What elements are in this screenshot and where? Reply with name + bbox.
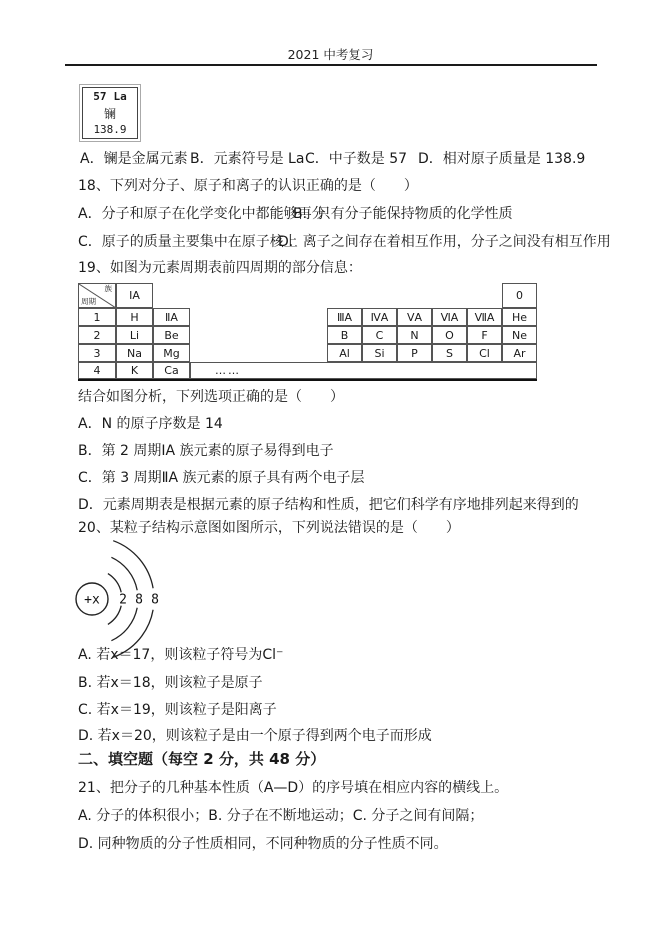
pt-group-header-ia: ⅠA [116, 283, 153, 308]
periodic-table [78, 283, 537, 381]
pt-cell: Mg [153, 344, 190, 362]
pt-spacer [153, 283, 502, 308]
q18-stem: 18、下列对分子、原子和离子的认识正确的是（ ） [78, 178, 418, 194]
pt-corner-cell [78, 283, 116, 308]
page-title: 2021 中考复习 [287, 47, 374, 62]
element-symbol: La [113, 89, 127, 103]
element-name: 镧 [103, 106, 116, 121]
shell-2-electron-count: 8 [135, 592, 143, 608]
pt-cell: ⅣA [362, 308, 397, 326]
element-card-inner [82, 87, 138, 139]
pt-row-4 [78, 362, 537, 379]
pt-cell: F [467, 326, 502, 344]
pt-cell: Na [116, 344, 153, 362]
pt-spacer [190, 344, 327, 362]
q20-option-d: D. 若x＝20，则该粒子是由一个原子得到两个电子而形成 [78, 728, 432, 744]
q17-option-a: A．镧是金属元素 [80, 151, 188, 167]
q20-option-b: B. 若x＝18，则该粒子是原子 [78, 675, 263, 691]
pt-group-header-zero: 0 [502, 283, 537, 308]
pt-cell: Be [153, 326, 190, 344]
pt-corner-period-label: 周期 [81, 297, 96, 306]
pt-cell: Ne [502, 326, 537, 344]
pt-cell: 2 [78, 326, 116, 344]
pt-cell: ⅢA [327, 308, 362, 326]
q20-stem: 20、某粒子结构示意图如图所示，下列说法错误的是（ ） [78, 520, 460, 536]
pt-ellipsis-cell: …… [190, 362, 537, 379]
q19-option-c: C．第 3 周期ⅡA 族元素的原子具有两个电子层 [78, 470, 365, 486]
pt-cell: He [502, 308, 537, 326]
pt-spacer [190, 308, 327, 326]
nucleus-charge-label: +x [84, 592, 100, 608]
pt-cell: O [432, 326, 467, 344]
header-rule [65, 64, 597, 66]
pt-spacer [190, 326, 327, 344]
particle-structure-diagram [62, 538, 197, 660]
pt-corner-group-label: 族 [104, 284, 112, 293]
q19-option-b: B．第 2 周期ⅠA 族元素的原子易得到电子 [78, 443, 334, 459]
pt-row-3 [78, 344, 537, 362]
pt-cell: Li [116, 326, 153, 344]
q17-option-d: D．相对原子质量是 138.9 [418, 151, 586, 167]
q18-option-d: D．离子之间存在着相互作用，分子之间没有相互作用 [278, 234, 611, 250]
q19-option-d: D．元素周期表是根据元素的原子结构和性质，把它们科学有序地排列起来得到的 [78, 497, 579, 513]
pt-cell: H [116, 308, 153, 326]
pt-cell: K [116, 362, 153, 379]
q21-options-line-1: A. 分子的体积很小；B. 分子在不断地运动；C. 分子之间有间隔； [78, 808, 484, 824]
q21-options-line-2: D. 同种物质的分子性质相同，不同种物质的分子性质不同。 [78, 836, 448, 852]
pt-cell: Si [362, 344, 397, 362]
q17-option-b: B．元素符号是 La [190, 151, 305, 167]
q18-option-a: A．分子和原子在化学变化中都能够再分 [78, 206, 326, 222]
pt-cell: 1 [78, 308, 116, 326]
pt-cell: ⅤA [397, 308, 432, 326]
pt-cell: 3 [78, 344, 116, 362]
q19-option-a: A．N 的原子序数是 14 [78, 416, 223, 432]
pt-cell: Al [327, 344, 362, 362]
pt-cell: P [397, 344, 432, 362]
pt-cell: Ca [153, 362, 190, 379]
pt-cell: S [432, 344, 467, 362]
pt-cell: B [327, 326, 362, 344]
pt-cell: Ar [502, 344, 537, 362]
q19-analysis: 结合如图分析，下列选项正确的是（ ） [78, 389, 344, 405]
q19-stem: 19、如图为元素周期表前四周期的部分信息： [78, 260, 362, 276]
pt-cell: Cl [467, 344, 502, 362]
q20-option-c: C. 若x＝19，则该粒子是阳离子 [78, 702, 277, 718]
q18-option-b: B．只有分子能保持物质的化学性质 [293, 206, 513, 222]
q18-option-c: C．原子的质量主要集中在原子核上 [78, 234, 298, 250]
pt-cell: ⅡA [153, 308, 190, 326]
pt-cell: ⅦA [467, 308, 502, 326]
section-2-title: 二、填空题（每空 2 分，共 48 分） [78, 750, 326, 768]
pt-header-row [78, 283, 537, 308]
pt-cell: ⅥA [432, 308, 467, 326]
pt-row-2 [78, 326, 537, 344]
q20-option-a: A. 若x＝17，则该粒子符号为Cl⁻ [78, 647, 284, 663]
element-card [79, 84, 141, 142]
pt-row-1 [78, 308, 537, 326]
shell-3-electron-count: 8 [151, 592, 159, 608]
q17-option-c: C．中子数是 57 [305, 151, 408, 167]
element-mass: 138.9 [93, 123, 127, 137]
pt-cell: 4 [78, 362, 116, 379]
pt-cell: C [362, 326, 397, 344]
q21-stem: 21、把分子的几种基本性质（A—D）的序号填在相应内容的横线上。 [78, 780, 509, 796]
pt-cell: N [397, 326, 432, 344]
element-number-symbol [93, 90, 127, 103]
atomic-number: 57 [93, 89, 107, 103]
shell-1-electron-count: 2 [119, 592, 127, 608]
electron-shell-arcs [108, 541, 153, 658]
